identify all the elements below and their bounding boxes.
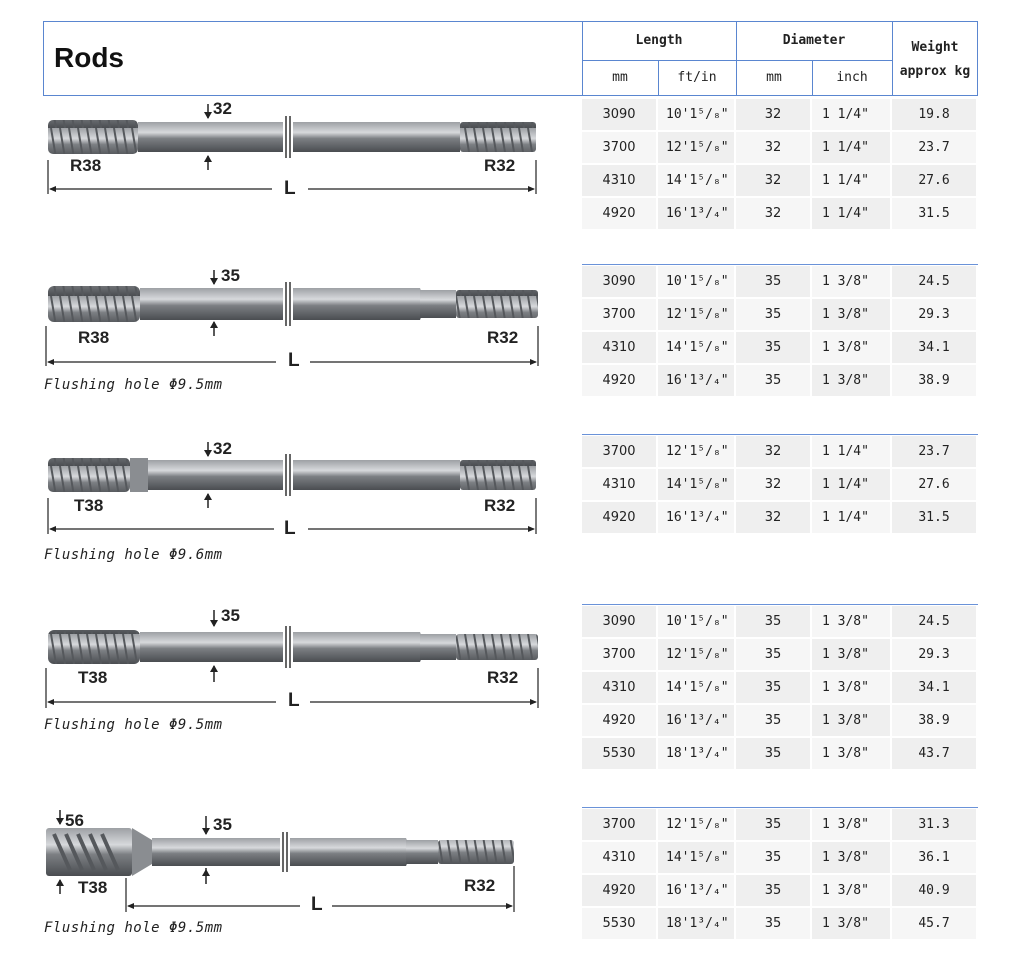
right-thread-label: R32 [487,668,519,687]
rod-illustration [40,806,550,916]
length-label: L [284,518,296,539]
page-title: Rods [54,42,124,73]
left-thread-label: T38 [78,878,108,897]
rod-drawing-4 [40,604,550,711]
left-thread-label: R38 [78,328,110,347]
table-body [582,435,978,534]
coupling-diameter-label: 56 [65,811,84,830]
rod-drawing-5 [40,806,550,916]
table-row: 3090 10'1⁵/₈" 35 1 3/8" 24.5 [582,605,978,638]
left-thread-label: R38 [70,156,102,175]
weight-unit-header: approx kg [899,64,971,79]
table-row: 4310 14'1⁵/₈" 35 1 3/8" 36.1 [582,841,978,874]
right-thread-label: R32 [484,156,516,175]
table-row: 4920 16'1³/₄" 32 1 1/4" 31.5 [582,501,978,534]
spec-table-3 [582,434,978,534]
weight-header: Weight [911,40,959,55]
diameter-label: 32 [213,99,232,118]
diameter-inch-header: inch [836,70,868,85]
flushing-hole-note: Flushing hole Φ9.5mm [44,920,223,936]
length-ftin-header: ft/in [677,70,717,85]
diameter-header: Diameter [782,33,846,48]
table-row: 3700 12'1⁵/₈" 35 1 3/8" 29.3 [582,298,978,331]
spec-table-2 [582,264,978,397]
spec-table-1 [582,98,978,230]
diameter-label: 35 [213,815,232,834]
diameter-label: 35 [221,266,240,285]
spec-table-4 [582,604,978,770]
table-body [582,265,978,397]
rod-drawing-1 [40,98,550,198]
flushing-hole-note: Flushing hole Φ9.6mm [44,547,223,563]
divider [892,22,893,95]
table-row: 3700 12'1⁵/₈" 35 1 3/8" 29.3 [582,638,978,671]
table-row: 3090 10'1⁵/₈" 32 1 1/4" 19.8 [582,98,978,131]
table-row: 5530 18'1³/₄" 35 1 3/8" 43.7 [582,737,978,770]
right-thread-label: R32 [487,328,519,347]
diameter-mm-header: mm [766,70,782,85]
flushing-hole-note: Flushing hole Φ9.5mm [44,717,223,733]
length-label: L [288,350,300,371]
table-row: 3700 12'1⁵/₈" 32 1 1/4" 23.7 [582,435,978,468]
length-mm-header: mm [612,70,628,85]
table-row: 4310 14'1⁵/₈" 32 1 1/4" 27.6 [582,468,978,501]
left-thread-label: T38 [74,496,104,515]
rod-drawing-3 [40,436,550,539]
spec-table-5 [582,807,978,940]
table-row: 4310 14'1⁵/₈" 32 1 1/4" 27.6 [582,164,978,197]
diameter-label: 32 [213,439,232,458]
table-row: 4310 14'1⁵/₈" 35 1 3/8" 34.1 [582,671,978,704]
divider [582,60,892,61]
table-row: 4310 14'1⁵/₈" 35 1 3/8" 34.1 [582,331,978,364]
table-row: 4920 16'1³/₄" 35 1 3/8" 38.9 [582,704,978,737]
table-body [582,808,978,940]
flushing-hole-note: Flushing hole Φ9.5mm [44,377,223,393]
table-body [582,605,978,770]
table-row: 3700 12'1⁵/₈" 32 1 1/4" 23.7 [582,131,978,164]
table-header [43,21,978,96]
table-row: 3700 12'1⁵/₈" 35 1 3/8" 31.3 [582,808,978,841]
rod-drawing-2 [40,266,550,371]
table-row: 4920 16'1³/₄" 35 1 3/8" 40.9 [582,874,978,907]
table-row: 4920 16'1³/₄" 35 1 3/8" 38.9 [582,364,978,397]
length-label: L [284,178,296,199]
length-label: L [311,894,323,915]
left-thread-label: T38 [78,668,108,687]
right-thread-label: R32 [464,876,496,895]
table-body [582,98,978,230]
length-label: L [288,690,300,711]
right-thread-label: R32 [484,496,516,515]
table-row: 3090 10'1⁵/₈" 35 1 3/8" 24.5 [582,265,978,298]
table-row: 4920 16'1³/₄" 32 1 1/4" 31.5 [582,197,978,230]
length-header: Length [635,33,683,48]
table-row: 5530 18'1³/₄" 35 1 3/8" 45.7 [582,907,978,940]
diameter-label: 35 [221,606,240,625]
